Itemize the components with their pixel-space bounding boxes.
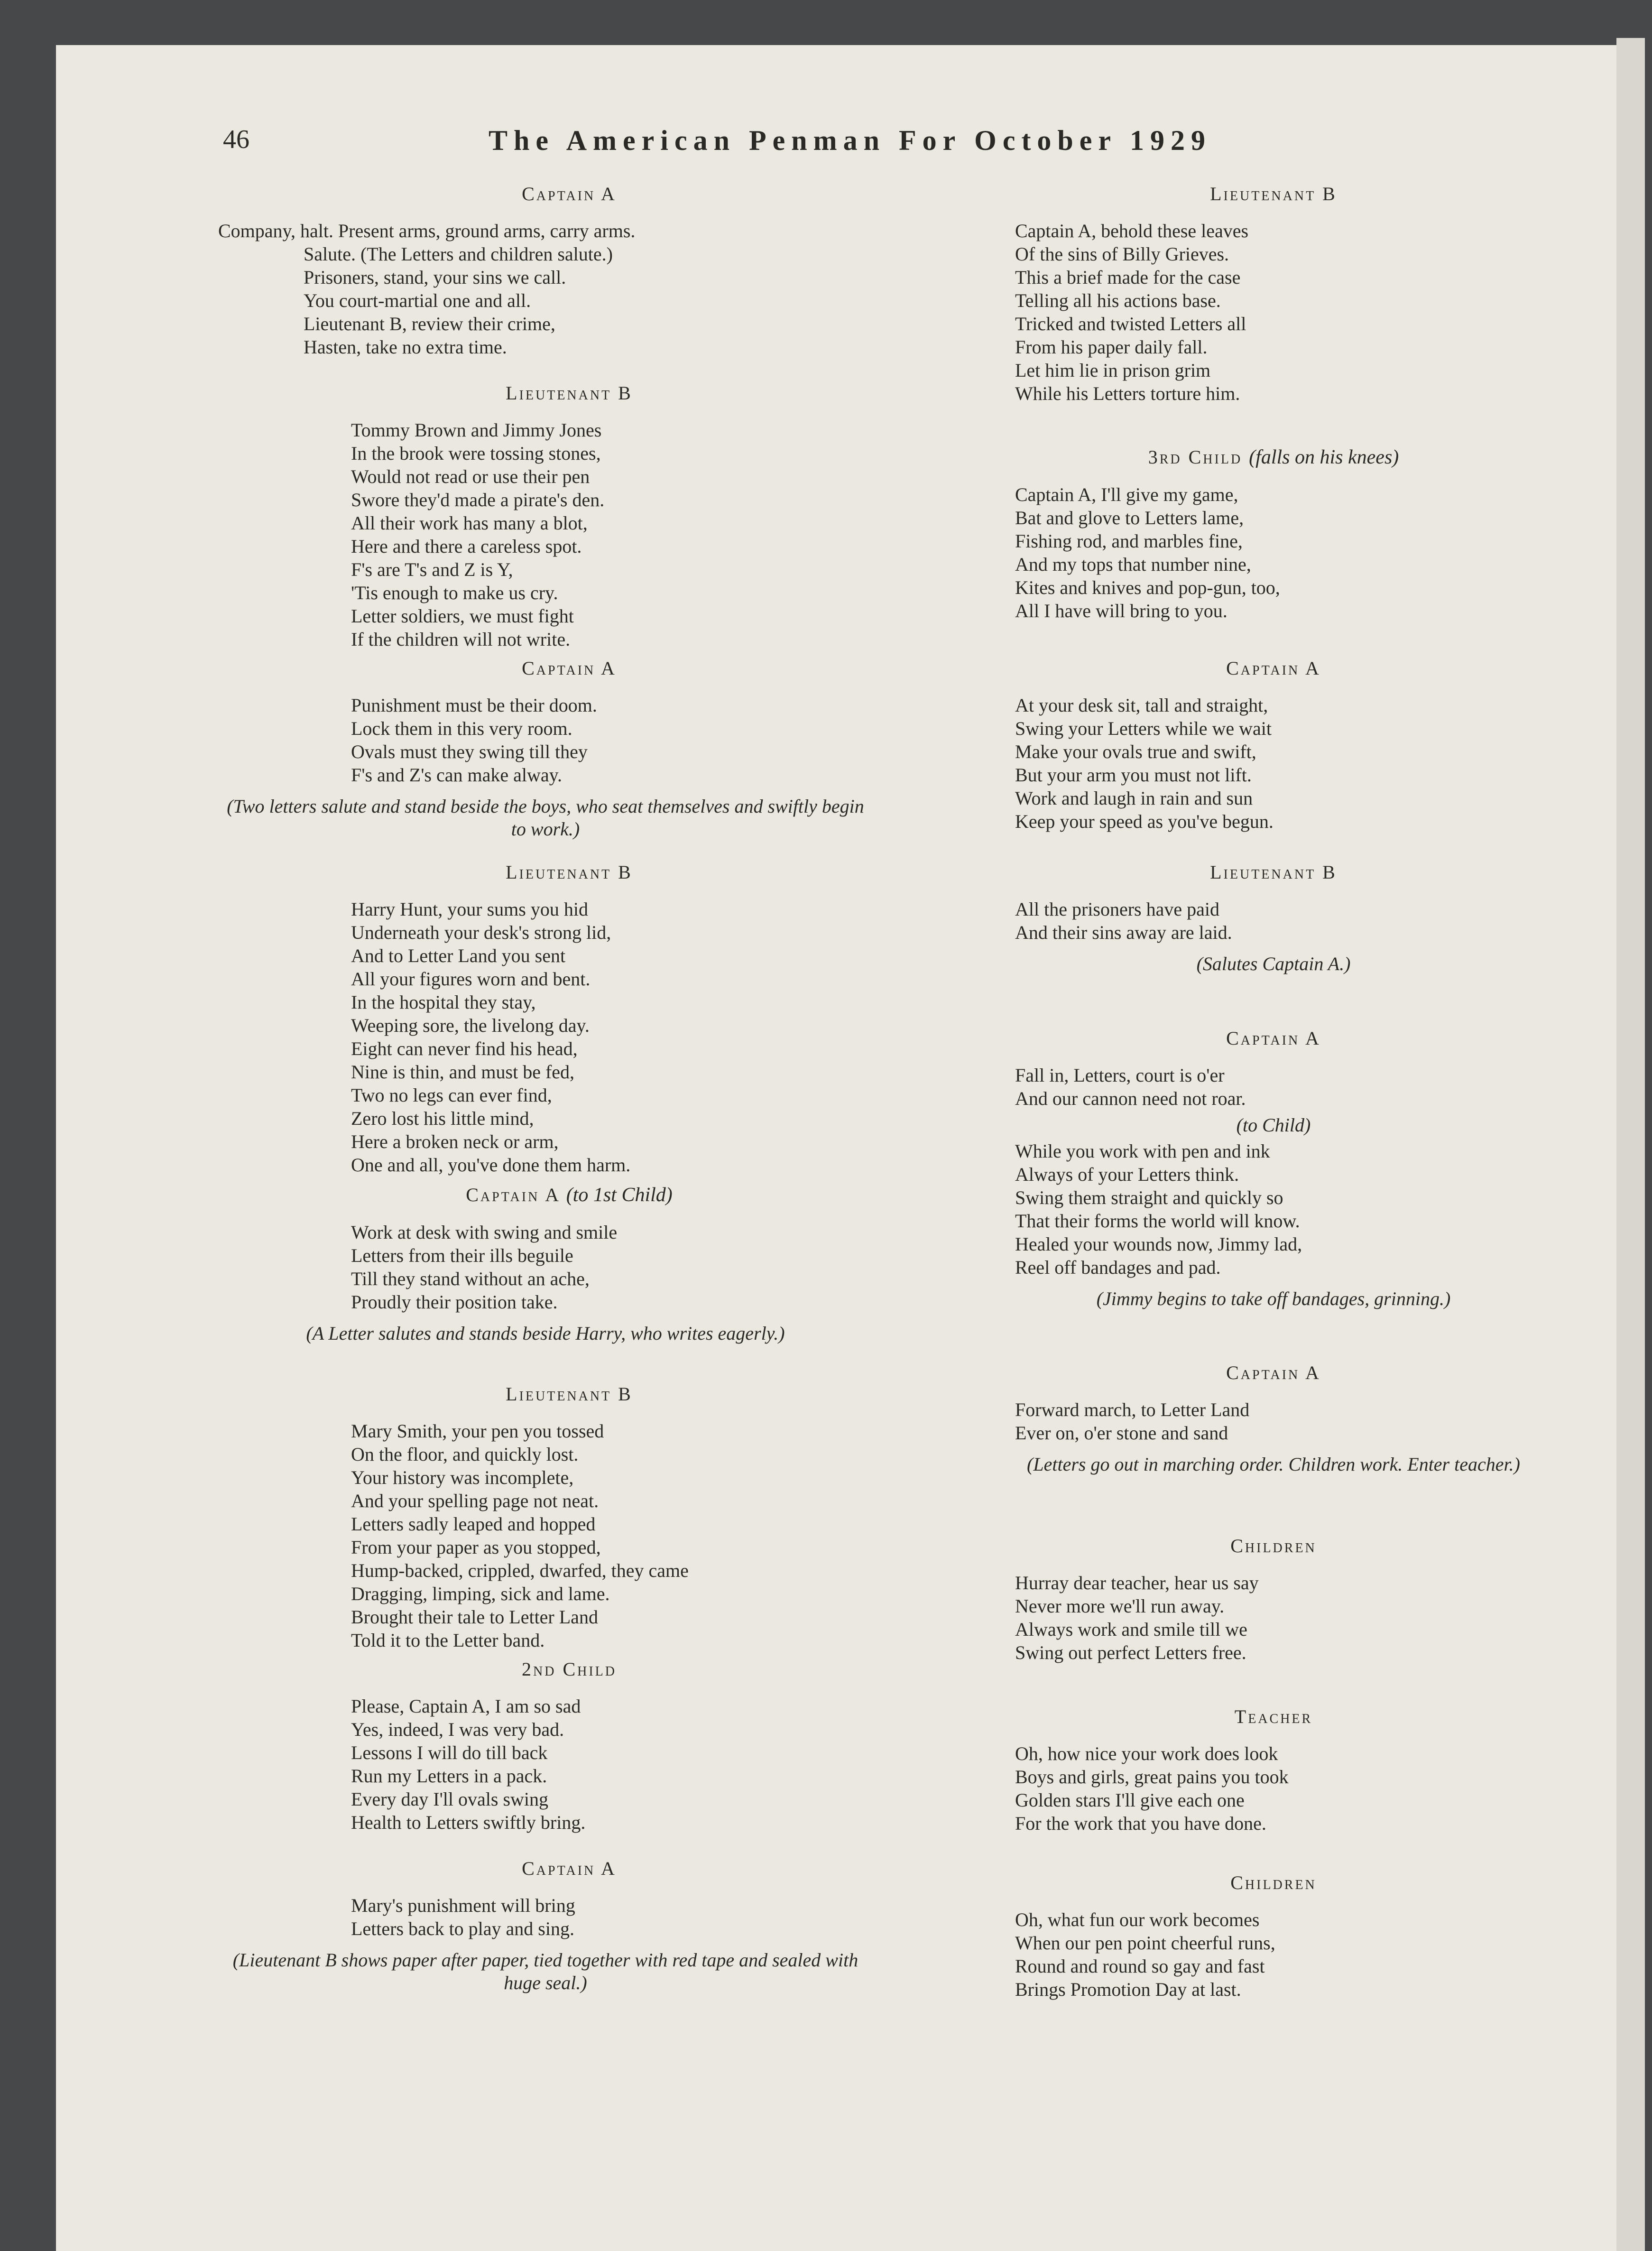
verse-line: All their work has many a blot,: [351, 512, 588, 534]
verse-line: Kites and knives and pop-gun, too,: [1015, 577, 1280, 598]
speaker-heading: Captain A: [1226, 658, 1321, 679]
verse-line: And my tops that number nine,: [1015, 554, 1251, 575]
speaker-heading: Captain A: [522, 183, 617, 204]
verse-line: Letters sadly leaped and hopped: [351, 1513, 596, 1535]
speech-block: [1006, 861, 1541, 975]
right-column: [1006, 183, 1541, 2000]
speech-block: [1006, 1027, 1541, 1310]
speech-block: [1006, 183, 1541, 405]
verse-line: Eight can never find his head,: [351, 1038, 578, 1059]
verse-line: For the work that you have done.: [1015, 1813, 1266, 1834]
speaker-heading: Children: [1230, 1535, 1317, 1556]
verse-line: And their sins away are laid.: [1015, 922, 1232, 943]
verse-line: Reel off bandages and pad.: [1015, 1257, 1221, 1278]
verse-line: In the hospital they stay,: [351, 991, 536, 1013]
speech-block: [218, 183, 920, 359]
verse-line: Dragging, limping, sick and lame.: [351, 1583, 610, 1604]
speech-block: [218, 1383, 920, 1652]
verse-line: Your history was incomplete,: [351, 1467, 574, 1488]
speech-block: [218, 1184, 920, 1345]
verse-line: F's and Z's can make alway.: [351, 764, 563, 786]
stage-direction: (falls on his knees): [1249, 446, 1399, 468]
stage-direction: (to Child): [1236, 1114, 1311, 1136]
verse-line: Always of your Letters think.: [1015, 1164, 1239, 1185]
verse-line: Captain A, I'll give my game,: [1015, 484, 1238, 505]
left-column: [218, 183, 920, 1993]
verse-line: Round and round so gay and fast: [1015, 1955, 1265, 1977]
verse-line: Ovals must they swing till they: [351, 741, 588, 762]
verse-line: Brings Promotion Day at last.: [1015, 1979, 1241, 2000]
verse-line: Fishing rod, and marbles fine,: [1015, 530, 1243, 552]
speaker-heading: Captain A: [1226, 1028, 1321, 1049]
verse-line: Work and laugh in rain and sun: [1015, 787, 1253, 809]
verse-line: Golden stars I'll give each one: [1015, 1789, 1245, 1811]
speaker-heading: Lieutenant B: [506, 861, 633, 883]
speech-block: [1006, 1705, 1541, 1835]
speaker-heading: [1006, 446, 1541, 469]
verse-line: Nine is thin, and must be fed,: [351, 1061, 575, 1083]
verse-line: Lock them in this very room.: [351, 718, 572, 739]
verse-line: Health to Letters swiftly bring.: [351, 1812, 586, 1833]
verse-line: All the prisoners have paid: [1015, 899, 1219, 920]
verse-line: Tommy Brown and Jimmy Jones: [351, 419, 602, 441]
verse-line: Swore they'd made a pirate's den.: [351, 489, 605, 510]
verse-line: Zero lost his little mind,: [351, 1108, 534, 1129]
verse-line: Of the sins of Billy Grieves.: [1015, 243, 1229, 265]
verse-line: Mary's punishment will bring: [351, 1895, 575, 1916]
speaker-heading: Lieutenant B: [1210, 183, 1337, 204]
verse-line: Healed your wounds now, Jimmy lad,: [1015, 1233, 1302, 1255]
verse-line: From his paper daily fall.: [1015, 336, 1208, 358]
verse-line: Hasten, take no extra time.: [304, 336, 507, 358]
verse-line: Till they stand without an ache,: [351, 1268, 590, 1289]
verse-line: Company, halt. Present arms, ground arms, carry arms.: [218, 220, 636, 241]
verse-line: F's are T's and Z is Y,: [351, 559, 513, 580]
verse-line: And to Letter Land you sent: [351, 945, 566, 966]
verse-line: Fall in, Letters, court is o'er: [1015, 1065, 1225, 1086]
stage-direction: (Letters go out in marching order. Children work. Enter teacher.): [1027, 1454, 1520, 1475]
verse-line: Oh, what fun our work becomes: [1015, 1909, 1260, 1930]
speaker-heading: Lieutenant B: [1210, 861, 1337, 883]
speech-block: [1006, 657, 1541, 833]
speaker-name: Captain A: [466, 1184, 560, 1205]
verse-line: Please, Captain A, I am so sad: [351, 1695, 581, 1717]
speech-block: [218, 861, 920, 1176]
verse-line: Prisoners, stand, your sins we call.: [304, 267, 566, 288]
speech-block: [1006, 446, 1541, 622]
verse-line: Hurray dear teacher, hear us say: [1015, 1572, 1259, 1593]
verse-line: Weeping sore, the livelong day.: [351, 1015, 590, 1036]
verse-line: And our cannon need not roar.: [1015, 1088, 1246, 1109]
verse-line: This a brief made for the case: [1015, 267, 1241, 288]
verse-line: When our pen point cheerful runs,: [1015, 1932, 1275, 1954]
verse-line: Would not read or use their pen: [351, 466, 590, 487]
speaker-heading: Children: [1230, 1872, 1317, 1893]
verse-line: And your spelling page not neat.: [351, 1490, 599, 1511]
speaker-heading: Captain A: [1226, 1362, 1321, 1383]
speech-block: [218, 1857, 920, 1994]
verse-line: All I have will bring to you.: [1015, 600, 1227, 621]
verse-line: Let him lie in prison grim: [1015, 360, 1211, 381]
speech-block: [1006, 1362, 1541, 1476]
verse-line: Work at desk with swing and smile: [351, 1222, 618, 1243]
speaker-heading: 2nd Child: [522, 1658, 617, 1680]
verse-line: Keep your speed as you've begun.: [1015, 811, 1274, 832]
verse-line: Captain A, behold these leaves: [1015, 220, 1249, 241]
verse-line: Swing out perfect Letters free.: [1015, 1642, 1246, 1663]
stage-direction: (Two letters salute and stand beside the boys, who seat themselves and swiftly begin to work.): [227, 796, 864, 840]
verse-line: Salute. (The Letters and children salute.): [304, 243, 613, 265]
verse-line: Yes, indeed, I was very bad.: [351, 1719, 564, 1740]
adjacent-page-edge: [1616, 38, 1645, 2251]
verse-line: At your desk sit, tall and straight,: [1015, 695, 1268, 716]
verse-line: While you work with pen and ink: [1015, 1140, 1270, 1162]
running-header: The American Penman For October 1929: [489, 125, 1211, 156]
verse-line: Hump-backed, crippled, dwarfed, they came: [351, 1560, 689, 1581]
stage-direction: (Lieutenant B shows paper after paper, tied together with red tape and sealed with huge seal.): [232, 1949, 858, 1993]
speaker-heading: Captain A: [522, 1858, 617, 1879]
verse-line: All your figures worn and bent.: [351, 968, 591, 990]
stage-direction: (to 1st Child): [566, 1184, 673, 1206]
verse-line: Here and there a careless spot.: [351, 536, 582, 557]
verse-line: Lieutenant B, review their crime,: [304, 313, 555, 334]
verse-line: Swing your Letters while we wait: [1015, 718, 1272, 739]
verse-line: Mary Smith, your pen you tossed: [351, 1420, 604, 1442]
speaker-heading: Teacher: [1234, 1706, 1313, 1727]
verse-line: Lessons I will do till back: [351, 1742, 548, 1763]
verse-line: Punishment must be their doom.: [351, 695, 597, 716]
verse-line: Letter soldiers, we must fight: [351, 605, 574, 627]
speaker-name: 3rd Child: [1148, 446, 1243, 468]
verse-line: Harry Hunt, your sums you hid: [351, 899, 588, 920]
verse-line: One and all, you've done them harm.: [351, 1154, 631, 1176]
verse-line: Brought their tale to Letter Land: [351, 1606, 598, 1628]
verse-line: Letters back to play and sing.: [351, 1918, 574, 1939]
verse-line: Underneath your desk's strong lid,: [351, 922, 611, 943]
verse-line: Every day I'll ovals swing: [351, 1788, 549, 1810]
stage-direction: (A Letter salutes and stands beside Harry, who writes eagerly.): [306, 1323, 785, 1344]
verse-line: If the children will not write.: [351, 629, 571, 650]
speaker-heading: Lieutenant B: [506, 382, 633, 404]
verse-line: Here a broken neck or arm,: [351, 1131, 559, 1152]
verse-line: Run my Letters in a pack.: [351, 1765, 547, 1787]
verse-line: Letters from their ills beguile: [351, 1245, 573, 1266]
verse-line: Forward march, to Letter Land: [1015, 1399, 1250, 1420]
verse-line: In the brook were tossing stones,: [351, 443, 601, 464]
verse-line: That their forms the world will know.: [1015, 1210, 1300, 1232]
stage-direction: (Jimmy begins to take off bandages, grinning.): [1096, 1288, 1451, 1309]
verse-line: Tricked and twisted Letters all: [1015, 313, 1246, 334]
speaker-heading: Captain A: [522, 658, 617, 679]
verse-line: 'Tis enough to make us cry.: [351, 582, 558, 603]
speaker-heading: Lieutenant B: [506, 1383, 633, 1405]
speech-block: [218, 1658, 920, 1834]
verse-line: Told it to the Letter band.: [351, 1630, 545, 1651]
speech-block: [218, 382, 920, 651]
verse-line: Always work and smile till we: [1015, 1619, 1247, 1640]
verse-line: Boys and girls, great pains you took: [1015, 1766, 1289, 1788]
verse-line: While his Letters torture him.: [1015, 383, 1240, 404]
verse-line: Swing them straight and quickly so: [1015, 1187, 1283, 1208]
verse-line: Never more we'll run away.: [1015, 1595, 1225, 1617]
verse-line: Telling all his actions base.: [1015, 290, 1221, 311]
speech-block: [1006, 1871, 1541, 2001]
stage-direction: (Salutes Captain A.): [1196, 953, 1351, 974]
verse-line: Oh, how nice your work does look: [1015, 1743, 1278, 1764]
verse-line: But your arm you must not lift.: [1015, 764, 1252, 786]
verse-line: Make your ovals true and swift,: [1015, 741, 1256, 762]
verse-line: Proudly their position take.: [351, 1291, 558, 1313]
verse-line: On the floor, and quickly lost.: [351, 1444, 579, 1465]
speaker-heading: [218, 1184, 920, 1206]
speech-block: [218, 657, 920, 841]
page-number: 46: [223, 125, 249, 154]
speech-block: [1006, 1535, 1541, 1664]
verse-line: From your paper as you stopped,: [351, 1537, 601, 1558]
verse-line: Ever on, o'er stone and sand: [1015, 1422, 1228, 1444]
verse-line: Bat and glove to Letters lame,: [1015, 507, 1244, 528]
verse-line: Two no legs can ever find,: [351, 1084, 552, 1106]
verse-line: You court-martial one and all.: [304, 290, 531, 311]
